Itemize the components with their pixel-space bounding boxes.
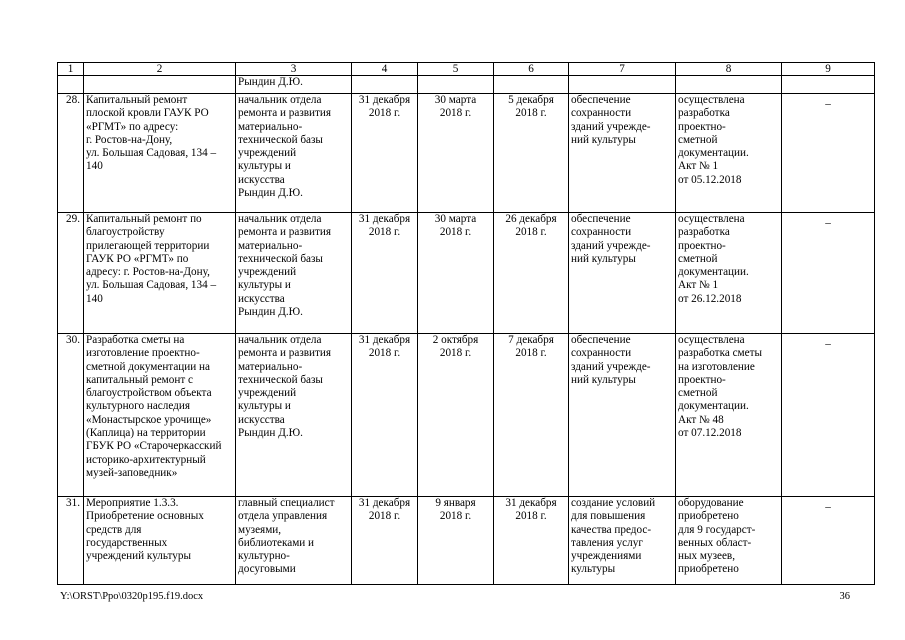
column-header: 8 <box>676 63 782 76</box>
actual-result-cell: осуществлена разработка проектно- сметной документации. Акт № 1 от 05.12.2018 <box>676 94 782 213</box>
column-header: 5 <box>418 63 494 76</box>
responsible-cell: начальник отдела ремонта и развития материально- технической базы учреждений культуры и искусства Рындин Д.Ю. <box>236 94 352 213</box>
table-row <box>58 94 875 213</box>
footer-file-path: Y:\ORST\Ppo\0320p195.f19.docx <box>60 591 204 602</box>
problems-cell <box>782 76 875 94</box>
column-number-row <box>58 63 875 76</box>
table-row <box>58 334 875 497</box>
planned-end-cell: 31 декабря 2018 г. <box>352 334 418 497</box>
actual-result-cell: оборудование приобретено для 9 государст- венных област- ных музеев, приобретено <box>676 497 782 585</box>
planned-end-cell: 31 декабря 2018 г. <box>352 497 418 585</box>
start-date-cell: 30 марта 2018 г. <box>418 94 494 213</box>
column-header: 6 <box>494 63 569 76</box>
column-header: 3 <box>236 63 352 76</box>
expected-result-cell: обеспечение сохранности зданий учрежде- ний культуры <box>569 334 676 497</box>
event-cell <box>84 76 236 94</box>
expected-result-cell: обеспечение сохранности зданий учрежде- ний культуры <box>569 94 676 213</box>
end-date-cell: 7 декабря 2018 г. <box>494 334 569 497</box>
end-date-cell: 26 декабря 2018 г. <box>494 213 569 334</box>
event-cell: Мероприятие 1.3.3. Приобретение основных средств для государственных учреждений культуры <box>84 497 236 585</box>
problems-cell: – <box>782 94 875 213</box>
responsible-cell: главный специалист отдела управления музеями, библиотеками и культурно- досуговыми <box>236 497 352 585</box>
expected-result-cell <box>569 76 676 94</box>
planned-end-cell <box>352 76 418 94</box>
column-header: 2 <box>84 63 236 76</box>
responsible-cell: Рындин Д.Ю. <box>236 76 352 94</box>
report-table <box>57 62 875 585</box>
table-row <box>58 497 875 585</box>
actual-result-cell: осуществлена разработка проектно- сметной документации. Акт № 1 от 26.12.2018 <box>676 213 782 334</box>
column-header: 4 <box>352 63 418 76</box>
column-header: 9 <box>782 63 875 76</box>
row-number-cell: 29. <box>58 213 84 334</box>
responsible-cell: начальник отдела ремонта и развития материально- технической базы учреждений культуры и искусства Рындин Д.Ю. <box>236 213 352 334</box>
column-header: 1 <box>58 63 84 76</box>
page-number: 36 <box>839 591 850 602</box>
start-date-cell: 2 октября 2018 г. <box>418 334 494 497</box>
actual-result-cell <box>676 76 782 94</box>
row-number-cell: 28. <box>58 94 84 213</box>
planned-end-cell: 31 декабря 2018 г. <box>352 94 418 213</box>
start-date-cell <box>418 76 494 94</box>
column-header: 7 <box>569 63 676 76</box>
start-date-cell: 30 марта 2018 г. <box>418 213 494 334</box>
end-date-cell: 5 декабря 2018 г. <box>494 94 569 213</box>
row-number-cell: 31. <box>58 497 84 585</box>
start-date-cell: 9 января 2018 г. <box>418 497 494 585</box>
problems-cell: – <box>782 334 875 497</box>
end-date-cell: 31 декабря 2018 г. <box>494 497 569 585</box>
problems-cell: – <box>782 497 875 585</box>
end-date-cell <box>494 76 569 94</box>
expected-result-cell: обеспечение сохранности зданий учрежде- ний культуры <box>569 213 676 334</box>
planned-end-cell: 31 декабря 2018 г. <box>352 213 418 334</box>
actual-result-cell: осуществлена разработка сметы на изготовление проектно- сметной документации. Акт № 48 от 07.12.2018 <box>676 334 782 497</box>
problems-cell: – <box>782 213 875 334</box>
event-cell: Разработка сметы на изготовление проектно- сметной документации на капитальный ремонт с благоустройством объекта культурного наследия «Монастырское урочище» (Каплица) на территории ГБУК РО «Старочеркасский историко-архитектурный музей-заповедник» <box>84 334 236 497</box>
row-number-cell <box>58 76 84 94</box>
row-number-cell: 30. <box>58 334 84 497</box>
expected-result-cell: создание условий для повышения качества предос- тавления услуг учреждениями культуры <box>569 497 676 585</box>
event-cell: Капитальный ремонт плоской кровли ГАУК РО «РГМТ» по адресу: г. Ростов-на-Дону, ул. Большая Садовая, 134 – 140 <box>84 94 236 213</box>
continuation-row <box>58 76 875 94</box>
responsible-cell: начальник отдела ремонта и развития материально- технической базы учреждений культуры и искусства Рындин Д.Ю. <box>236 334 352 497</box>
table-row <box>58 213 875 334</box>
event-cell: Капитальный ремонт по благоустройству прилегающей территории ГАУК РО «РГМТ» по адресу: г. Ростов-на-Дону, ул. Большая Садовая, 134 – 140 <box>84 213 236 334</box>
